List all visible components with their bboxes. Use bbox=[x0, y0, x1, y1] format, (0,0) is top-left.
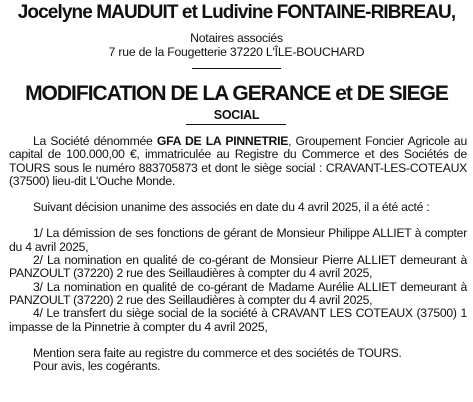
mention-paragraph: Mention sera faite au registre du commerce et des sociétés de TOURS. bbox=[33, 345, 402, 360]
notice-headline-continued: SOCIAL bbox=[213, 108, 260, 122]
intro-text-before: La Société dénommée bbox=[33, 134, 157, 148]
decision-item-3: 3/ La nomination en qualité de co-gérant de Madame Aurélie ALLIET demeurant à PANZOULT (37220) 2 rue des Seillaudières à compter du 4 avril 2025, bbox=[9, 279, 467, 307]
intro-paragraph bbox=[9, 135, 467, 188]
closing-signature: Pour avis, les cogérants. bbox=[33, 359, 161, 374]
notaries-names: Jocelyne MAUDUIT et Ludivine FONTAINE-RIBREAU, bbox=[17, 2, 456, 23]
intro-text-after: , Groupement Foncier Agricole au capital de 100.000,00 €, immatriculée au Registre du Commerce et des Sociétés de TOURS sous le numéro 883705873 et dont le siège social : CRAVANT-LES-COTEAUX (37500) lieu-dit L'Ouche Monde. bbox=[9, 134, 467, 188]
header-divider bbox=[192, 68, 281, 69]
decision-item-2: 2/ La nomination en qualité de co-gérant de Monsieur Pierre ALLIET demeurant à PANZOULT (37220) 2 rue des Seillaudières à compter du 4 avril 2025, bbox=[9, 253, 467, 281]
notice-headline: MODIFICATION DE LA GERANCE et DE SIEGE bbox=[25, 82, 448, 105]
notary-office bbox=[0, 32, 473, 59]
headline-divider bbox=[186, 124, 286, 125]
office-address: 7 rue de la Fougetterie 37220 L'ÎLE-BOUCHARD bbox=[108, 44, 365, 59]
company-name: GFA DE LA PINNETRIE bbox=[156, 134, 289, 148]
office-title: Notaires associés bbox=[190, 31, 283, 45]
decision-item-4: 4/ Le transfert du siège social de la société à CRAVANT LES COTEAUX (37500) 1 impasse de la Pinnetrie à compter du 4 avril 2025, bbox=[9, 306, 467, 334]
decision-paragraph: Suivant décision unanime des associés en date du 4 avril 2025, il a été acté : bbox=[33, 200, 430, 215]
decision-item-1: 1/ La démission de ses fonctions de gérant de Monsieur Philippe ALLIET à compter du 4 avril 2025, bbox=[9, 226, 467, 254]
notice-body bbox=[9, 135, 467, 373]
